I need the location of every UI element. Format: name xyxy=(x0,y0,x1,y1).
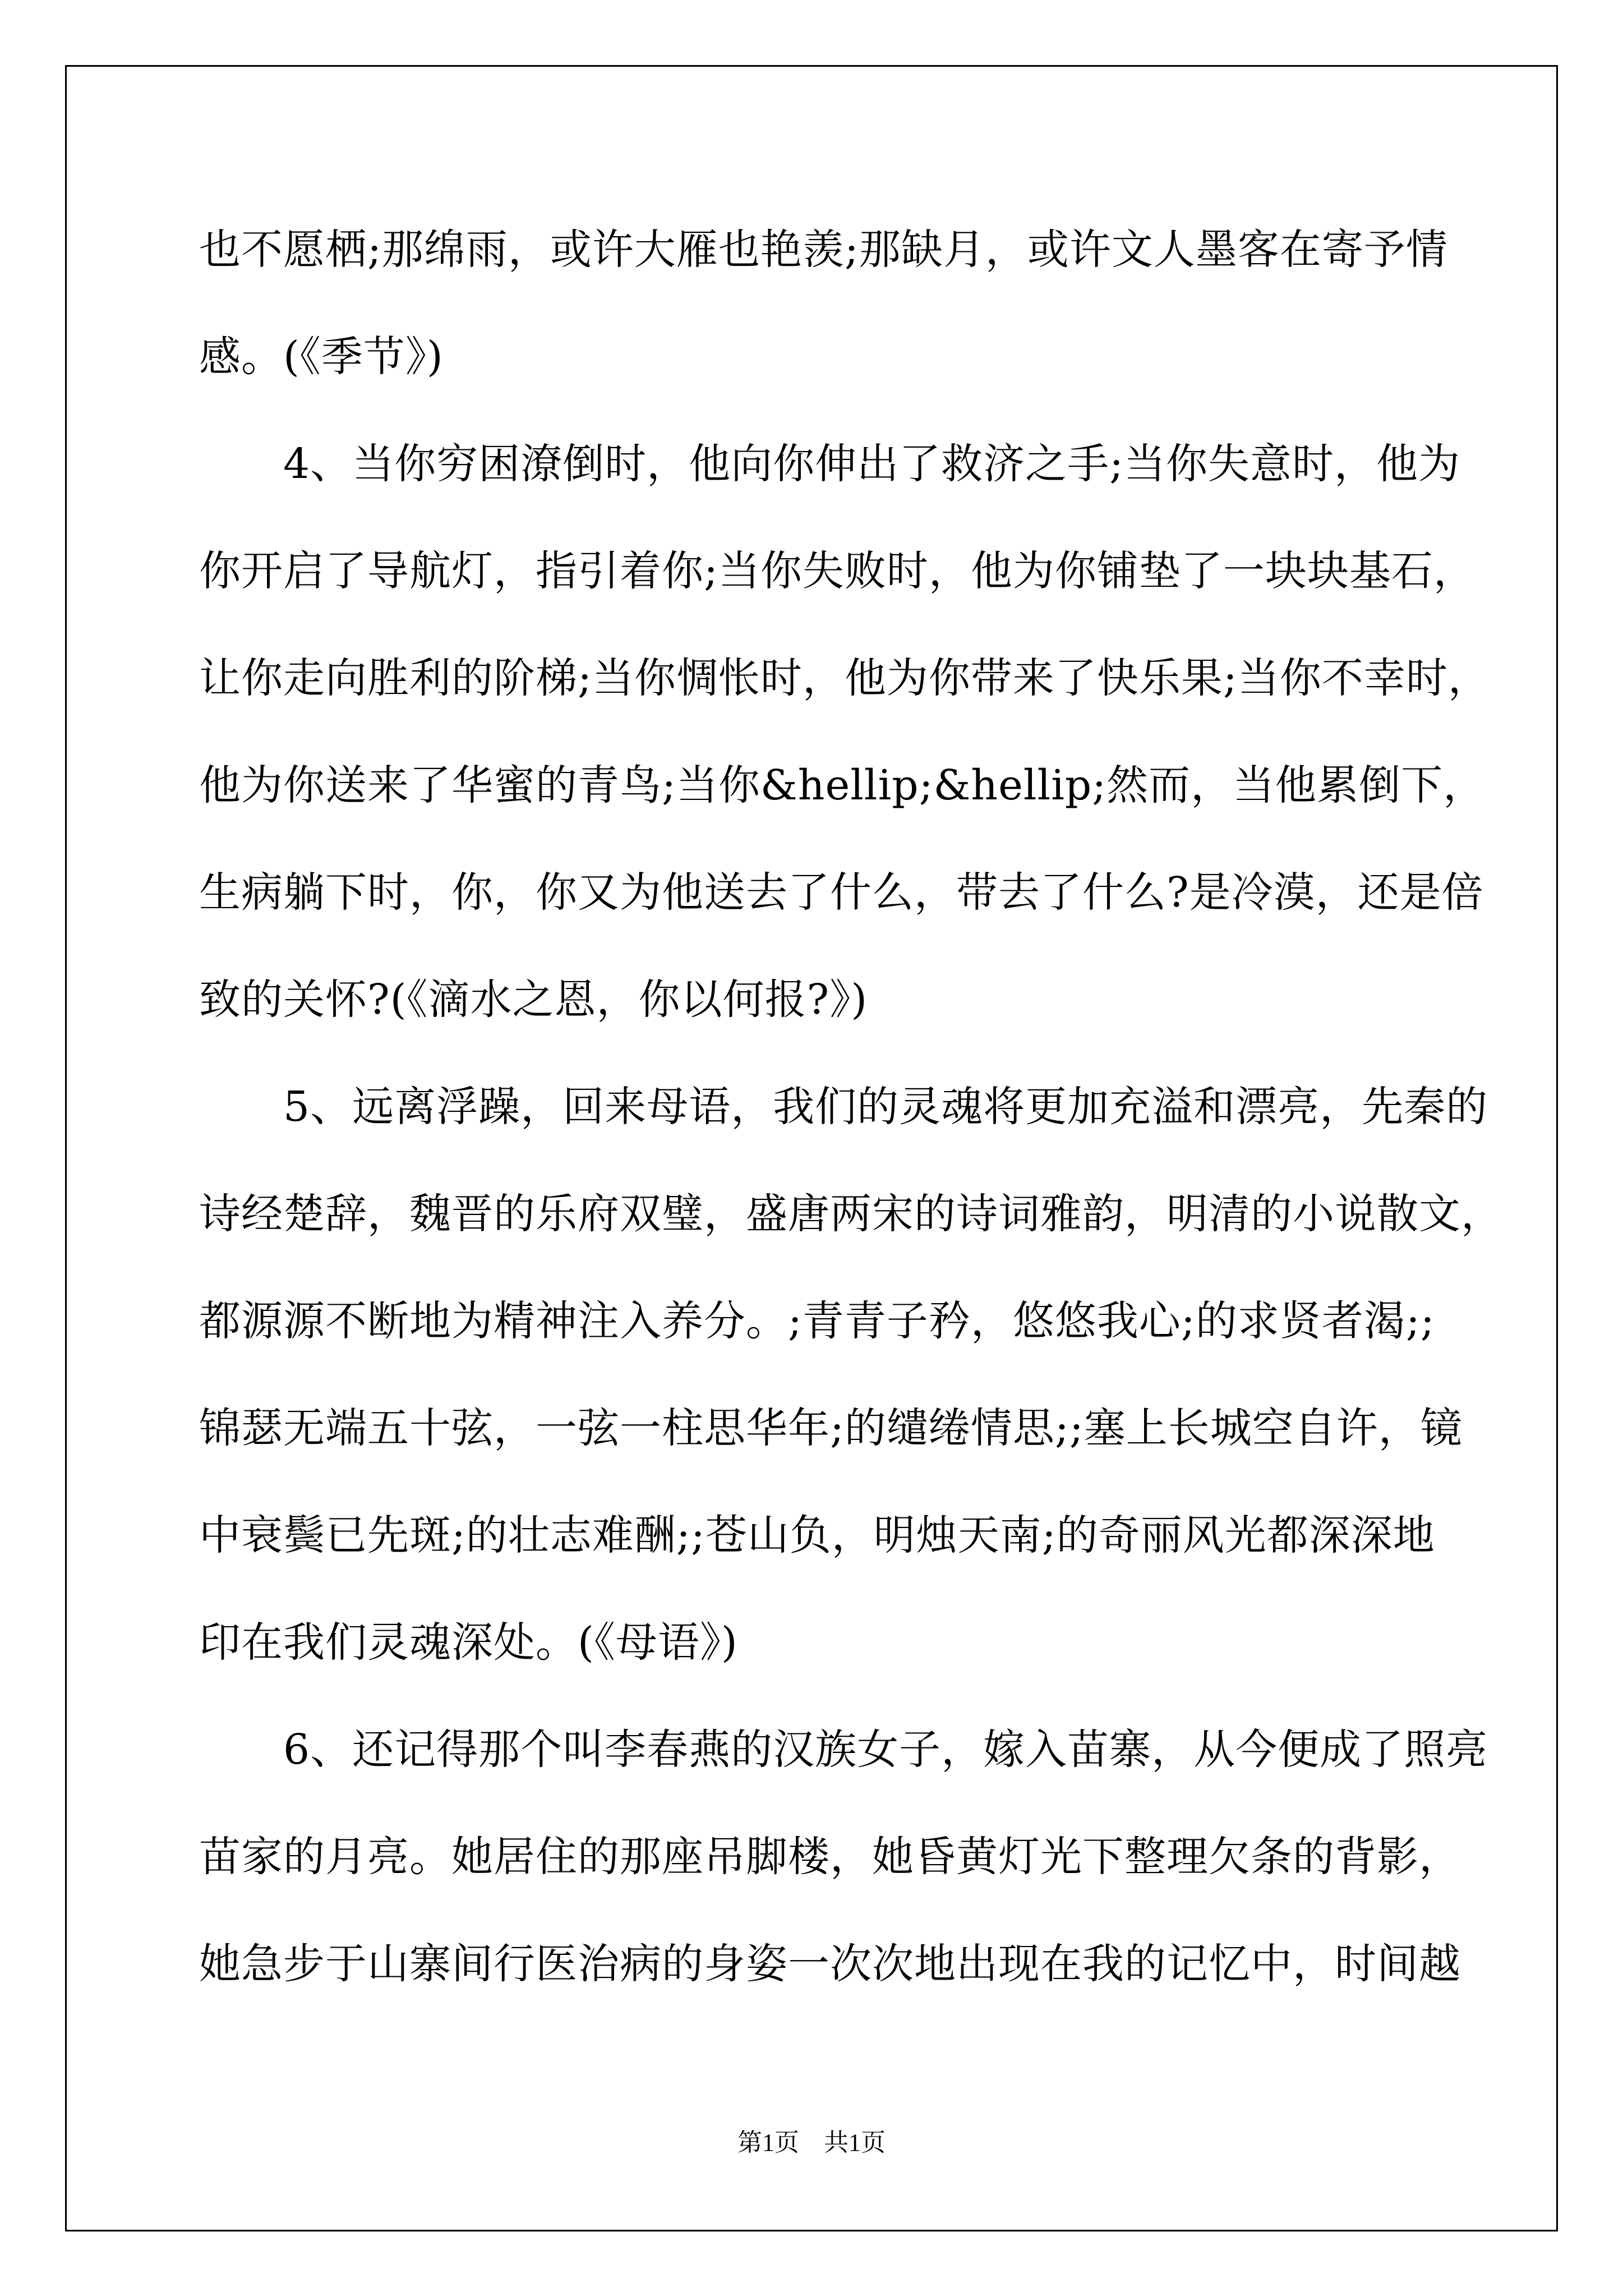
text-line: 锦瑟无端五十弦，一弦一柱思华年;的缱绻情思;;塞上长城空自许，镜 xyxy=(199,1404,1463,1452)
paragraph-start-line: 5、远离浮躁，回来母语，我们的灵魂将更加充溢和漂亮，先秦的 xyxy=(199,1083,1488,1131)
page-number-footer: 第1页 共1页 xyxy=(737,2129,886,2156)
text-line: 让你走向胜利的阶梯;当你惆怅时，他为你带来了快乐果;当你不幸时， xyxy=(199,654,1490,702)
text-line: 生病躺下时，你，你又为他送去了什么，带去了什么?是冷漠，还是倍 xyxy=(199,868,1484,917)
text-line: 致的关怀?(《滴水之恩，你以何报?》) xyxy=(199,976,868,1024)
text-line: 苗家的月亮。她居住的那座吊脚楼，她昏黄灯光下整理欠条的背影， xyxy=(199,1833,1461,1881)
text-line: 也不愿栖;那绵雨，或许大雁也艳羡;那缺月，或许文人墨客在寄予情 xyxy=(199,226,1448,274)
text-line: 他为你送来了华蜜的青鸟;当你&hellip;&hellip;然而，当他累倒下， xyxy=(199,761,1486,809)
text-line: 你开启了导航灯，指引着你;当你失败时，他为你铺垫了一块块基石， xyxy=(199,547,1476,595)
text-line: 诗经楚辞，魏晋的乐府双璧，盛唐两宋的诗词雅韵，明清的小说散文， xyxy=(199,1190,1503,1238)
paragraph-start-line: 4、当你穷困潦倒时，他向你伸出了救济之手;当你失意时，他为 xyxy=(199,440,1461,488)
text-line: 印在我们灵魂深处。(《母语》) xyxy=(199,1618,738,1667)
paragraph-start-line: 6、还记得那个叫李春燕的汉族女子，嫁入苗寨，从今便成了照亮 xyxy=(199,1726,1488,1774)
text-line: 都源源不断地为精神注入养分。;青青子矜，悠悠我心;的求贤者渴;; xyxy=(199,1297,1435,1345)
text-line: 感。(《季节》) xyxy=(199,333,444,381)
text-line: 她急步于山寨间行医治病的身姿一次次地出现在我的记忆中，时间越 xyxy=(199,1940,1461,1988)
text-line: 中衰鬓已先斑;的壮志难酬;;苍山负，明烛天南;的奇丽风光都深深地 xyxy=(199,1511,1435,1559)
document-body xyxy=(199,219,1503,2040)
